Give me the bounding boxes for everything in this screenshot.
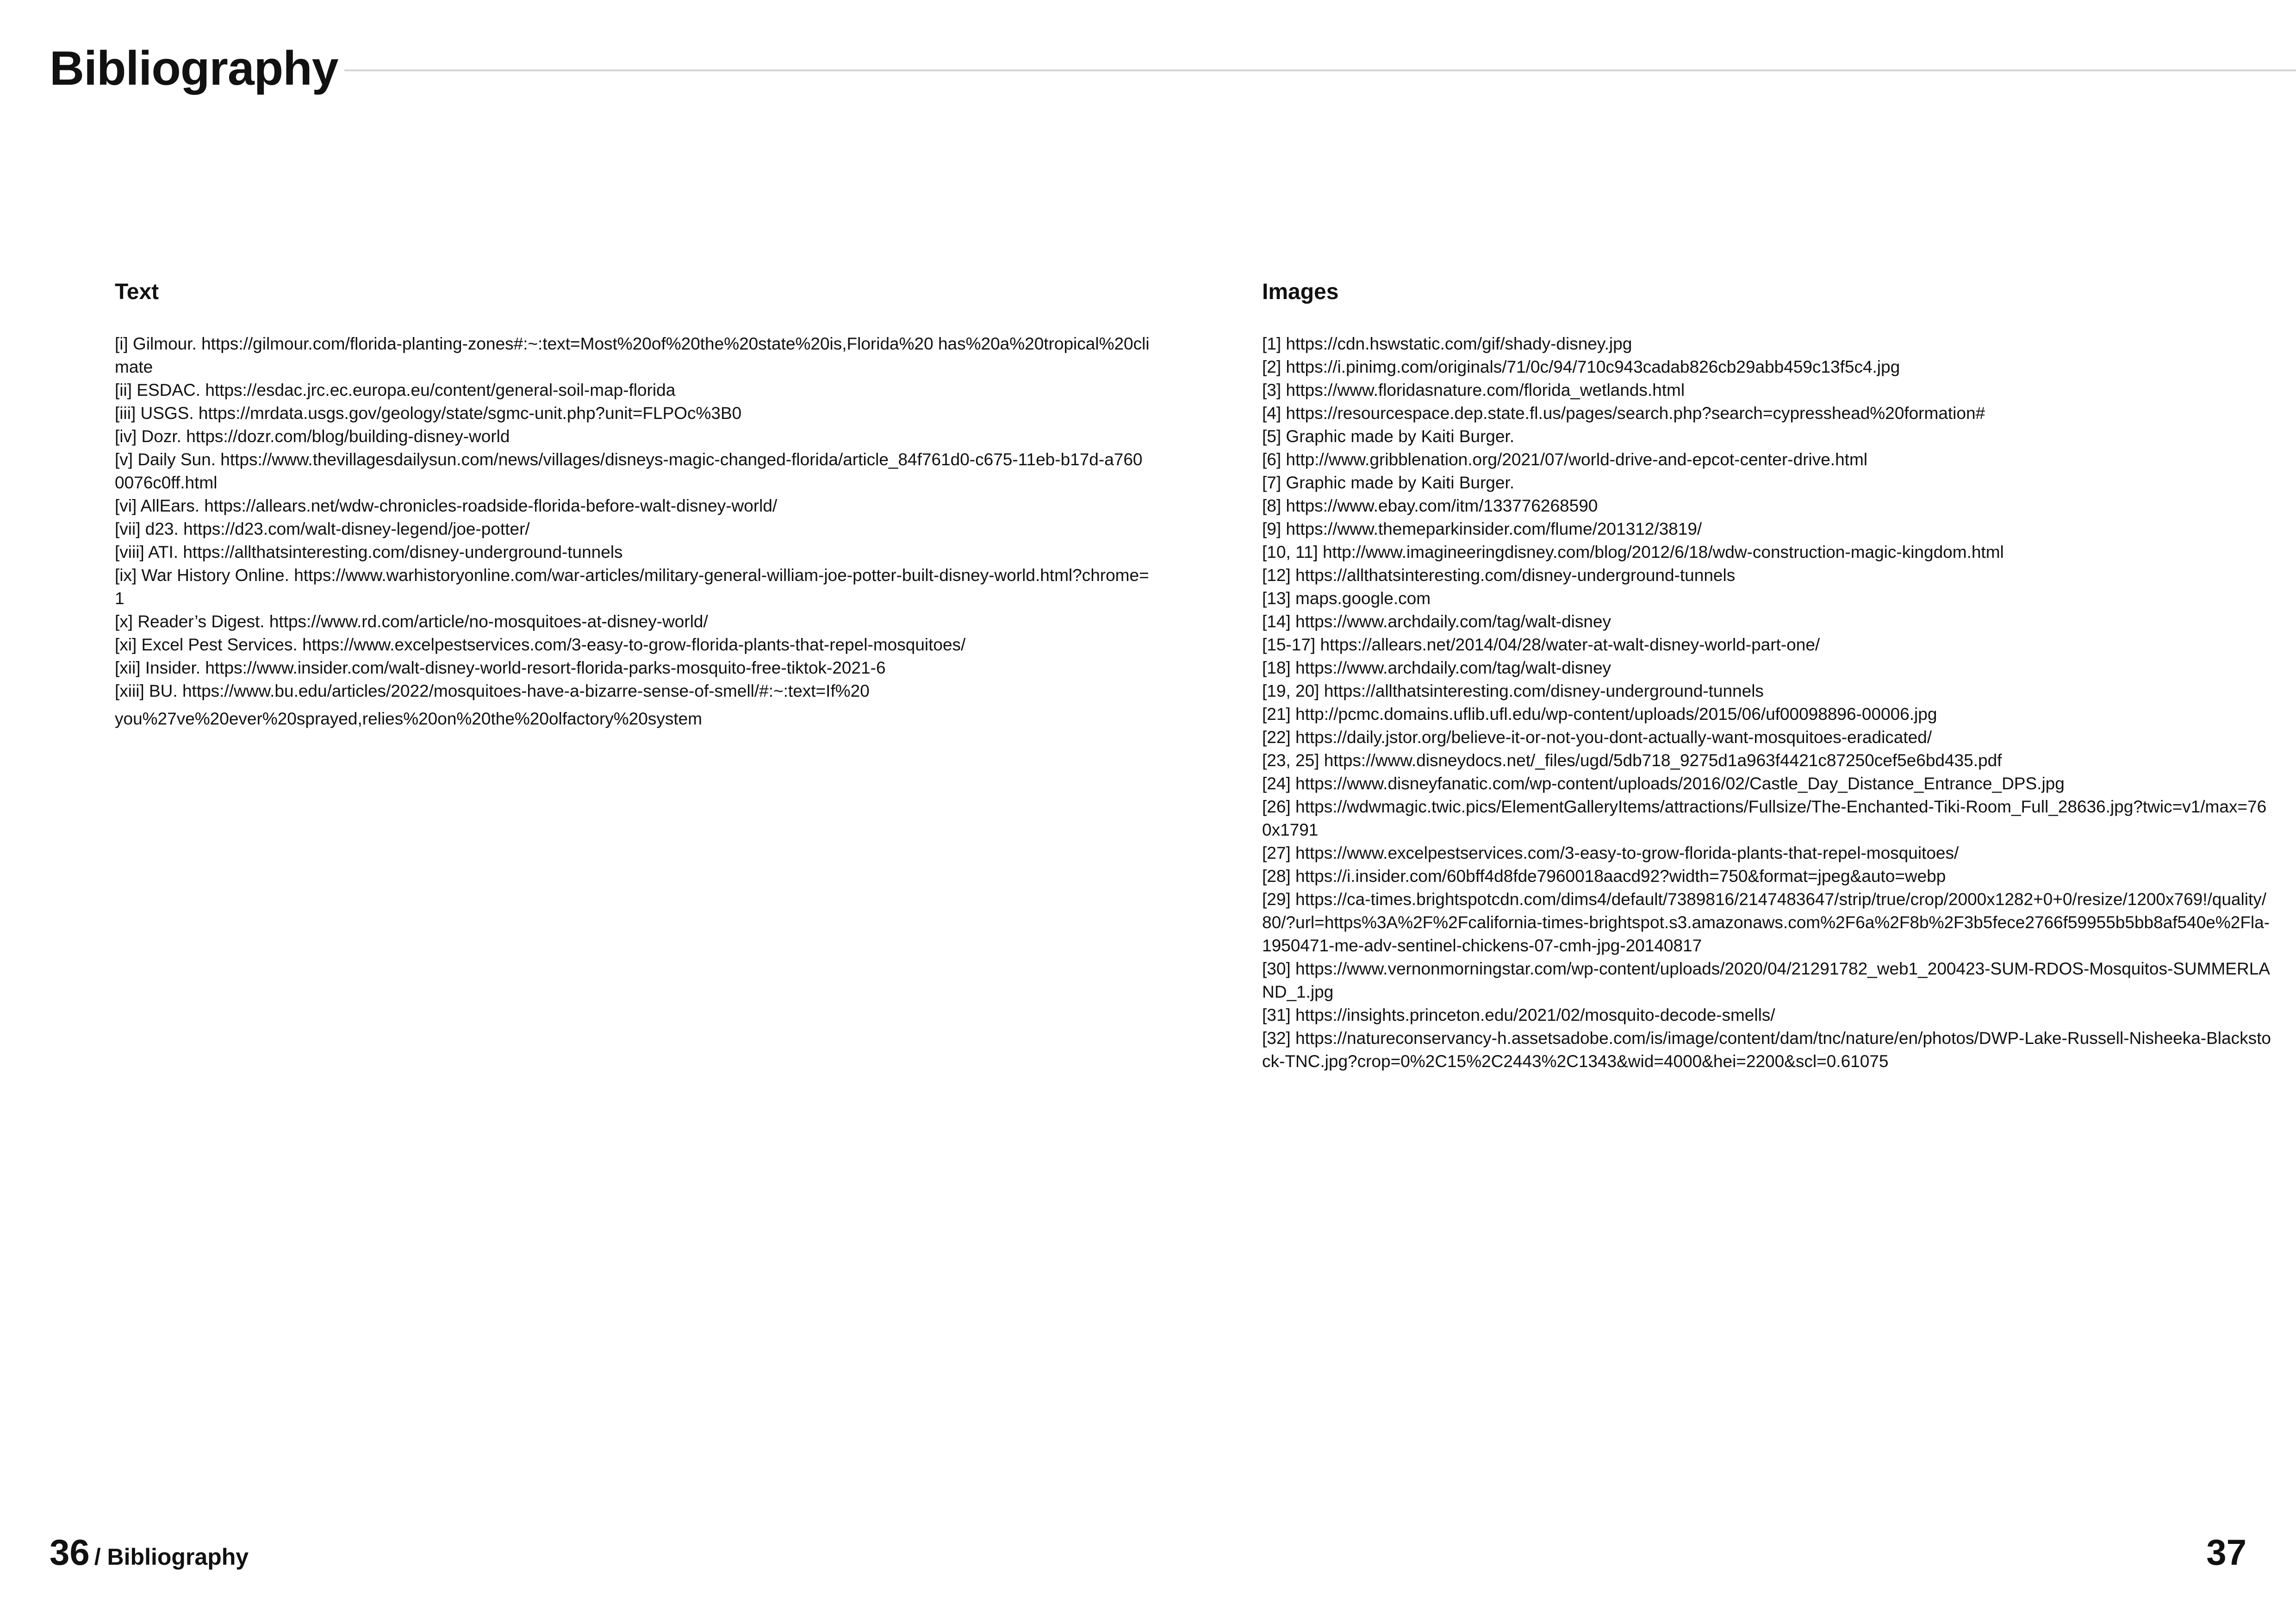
image-reference-item: [32] https://natureconservancy-h.assetsadobe.com/is/image/content/dam/tnc/nature/en/photos/DWP-Lake-Russell-Nisheeka-Blackstock-TNC.jpg?crop=0%2C15%2C2443%2C1343&wid=4000&hei=2200&scl=0.61075 xyxy=(1262,1029,2271,1071)
image-reference-item: [22] https://daily.jstor.org/believe-it-or-not-you-dont-actually-want-mosquitoes-eradicated/ xyxy=(1262,728,1932,747)
text-reference-item: [v] Daily Sun. https://www.thevillagesdailysun.com/news/villages/disneys-magic-changed-florida/article_84f761d0-c675-11eb-b17d-a7600076c0ff.html xyxy=(115,450,1143,492)
image-reference-item: [1] https://cdn.hswstatic.com/gif/shady-disney.jpg xyxy=(1262,334,1632,353)
footer-left xyxy=(50,1527,249,1578)
image-reference-item: [18] https://www.archdaily.com/tag/walt-disney xyxy=(1262,658,1612,677)
text-reference-item: [iii] USGS. https://mrdata.usgs.gov/geology/state/sgmc-unit.php?unit=FLPOc%3B0 xyxy=(115,404,742,423)
image-reference-item: [19, 20] https://allthatsinteresting.com/disney-underground-tunnels xyxy=(1262,681,1764,700)
image-reference-item: [14] https://www.archdaily.com/tag/walt-disney xyxy=(1262,612,1612,631)
image-reference-item: [13] maps.google.com xyxy=(1262,589,1431,608)
text-reference-item: [vii] d23. https://d23.com/walt-disney-legend/joe-potter/ xyxy=(115,519,530,538)
text-reference-item: [iv] Dozr. https://dozr.com/blog/building-disney-world xyxy=(115,427,510,446)
text-reference-list xyxy=(115,332,1151,731)
image-reference-item: [8] https://www.ebay.com/itm/133776268590 xyxy=(1262,496,1598,515)
image-reference-item: [30] https://www.vernonmorningstar.com/wp-content/uploads/2020/04/21291782_web1_200423-SUM-RDOS-Mosquitos-SUMMERLAND_1.jpg xyxy=(1262,959,2270,1001)
text-reference-item: [i] Gilmour. https://gilmour.com/florida-planting-zones#:~:text=Most%20of%20the%20state%20is,Florida%20 has%20a%20tropical%20climate xyxy=(115,334,1150,376)
image-reference-item: [15-17] https://allears.net/2014/04/28/water-at-walt-disney-world-part-one/ xyxy=(1262,635,1820,654)
image-reference-item: [2] https://i.pinimg.com/originals/71/0c/94/710c943cadab826cb29abb459c13f5c4.jpg xyxy=(1262,357,1900,376)
image-reference-list xyxy=(1262,332,2276,1073)
image-reference-item: [31] https://insights.princeton.edu/2021/02/mosquito-decode-smells/ xyxy=(1262,1006,1775,1024)
image-reference-item: [9] https://www.themeparkinsider.com/flume/201312/3819/ xyxy=(1262,519,1702,538)
text-reference-item: [ii] ESDAC. https://esdac.jrc.ec.europa.eu/content/general-soil-map-florida xyxy=(115,381,676,400)
image-reference-item: [21] http://pcmc.domains.uflib.ufl.edu/wp-content/uploads/2015/06/uf00098896-00006.jpg xyxy=(1262,705,1937,724)
text-reference-item: [xiii] BU. https://www.bu.edu/articles/2022/mosquitoes-have-a-bizarre-sense-of-smell/#:~:text=If%20 xyxy=(115,681,870,700)
image-reference-item: [26] https://wdwmagic.twic.pics/ElementGalleryItems/attractions/Fullsize/The-Enchanted-Tiki-Room_Full_28636.jpg?twic=v1/max=760x1791 xyxy=(1262,797,2267,839)
footer-section-label: / Bibliography xyxy=(94,1544,249,1570)
header-divider xyxy=(344,69,2296,71)
image-reference-item: [3] https://www.floridasnature.com/florida_wetlands.html xyxy=(1262,381,1685,400)
page-header xyxy=(50,36,2296,101)
image-reference-item: [7] Graphic made by Kaiti Burger. xyxy=(1262,473,1514,492)
image-reference-item: [4] https://resourcespace.dep.state.fl.us/pages/search.php?search=cypresshead%20formation# xyxy=(1262,404,1985,423)
image-reference-item: [6] http://www.gribblenation.org/2021/07/world-drive-and-epcot-center-drive.html xyxy=(1262,450,1867,469)
text-reference-item: [xii] Insider. https://www.insider.com/walt-disney-world-resort-florida-parks-mosquito-free-tiktok-2021-6 xyxy=(115,658,886,677)
image-reference-item: [27] https://www.excelpestservices.com/3-easy-to-grow-florida-plants-that-repel-mosquitoes/ xyxy=(1262,843,1959,862)
image-reference-item: [5] Graphic made by Kaiti Burger. xyxy=(1262,427,1514,446)
image-reference-item: [23, 25] https://www.disneydocs.net/_files/ugd/5db718_9275d1a963f4421c87250cef5e6bd435.pdf xyxy=(1262,751,2002,770)
left-page-number: 36 xyxy=(50,1532,90,1573)
text-reference-item: you%27ve%20ever%20sprayed,relies%20on%20the%20olfactory%20system xyxy=(115,709,703,728)
text-reference-item: [vi] AllEars. https://allears.net/wdw-chronicles-roadside-florida-before-walt-disney-world/ xyxy=(115,496,778,515)
text-reference-item: [xi] Excel Pest Services. https://www.excelpestservices.com/3-easy-to-grow-florida-plants-that-repel-mosquitoes/ xyxy=(115,635,966,654)
text-column-heading: Text xyxy=(115,280,159,304)
text-references-column xyxy=(115,276,1151,728)
text-reference-item: [x] Reader’s Digest. https://www.rd.com/article/no-mosquitoes-at-disney-world/ xyxy=(115,612,708,631)
image-reference-item: [29] https://ca-times.brightspotcdn.com/dims4/default/7389816/2147483647/strip/true/crop/2000x1282+0+0/resize/1200x769!/quality/80/?url=https%3A%2F%2Fcalifornia-times-brightspot.s3.amazonaws.com%2F6a%2F8b%2F3b5fece2766f59955b5bb8af540e%2Fla-1950471-me-adv-sentinel-chickens-07-cmh-jpg-20140817 xyxy=(1262,890,2270,955)
image-reference-item: [10, 11] http://www.imagineeringdisney.com/blog/2012/6/18/wdw-construction-magic-kingdom.html xyxy=(1262,543,2004,562)
page-title: Bibliography xyxy=(50,42,338,95)
image-reference-item: [28] https://i.insider.com/60bff4d8fde7960018aacd92?width=750&format=jpeg&auto=webp xyxy=(1262,867,1946,886)
text-reference-item: [ix] War History Online. https://www.warhistoryonline.com/war-articles/military-general-william-joe-potter-built-disney-world.html?chrome=1 xyxy=(115,566,1149,608)
image-reference-item: [12] https://allthatsinteresting.com/disney-underground-tunnels xyxy=(1262,566,1736,585)
footer-right xyxy=(2206,1527,2246,1578)
images-column-heading: Images xyxy=(1262,280,1339,304)
right-page-number: 37 xyxy=(2206,1532,2246,1573)
text-reference-item: [viii] ATI. https://allthatsinteresting.com/disney-underground-tunnels xyxy=(115,543,623,562)
image-references-column xyxy=(1262,276,2276,1071)
image-reference-item: [24] https://www.disneyfanatic.com/wp-content/uploads/2016/02/Castle_Day_Distance_Entrance_DPS.jpg xyxy=(1262,774,2065,793)
